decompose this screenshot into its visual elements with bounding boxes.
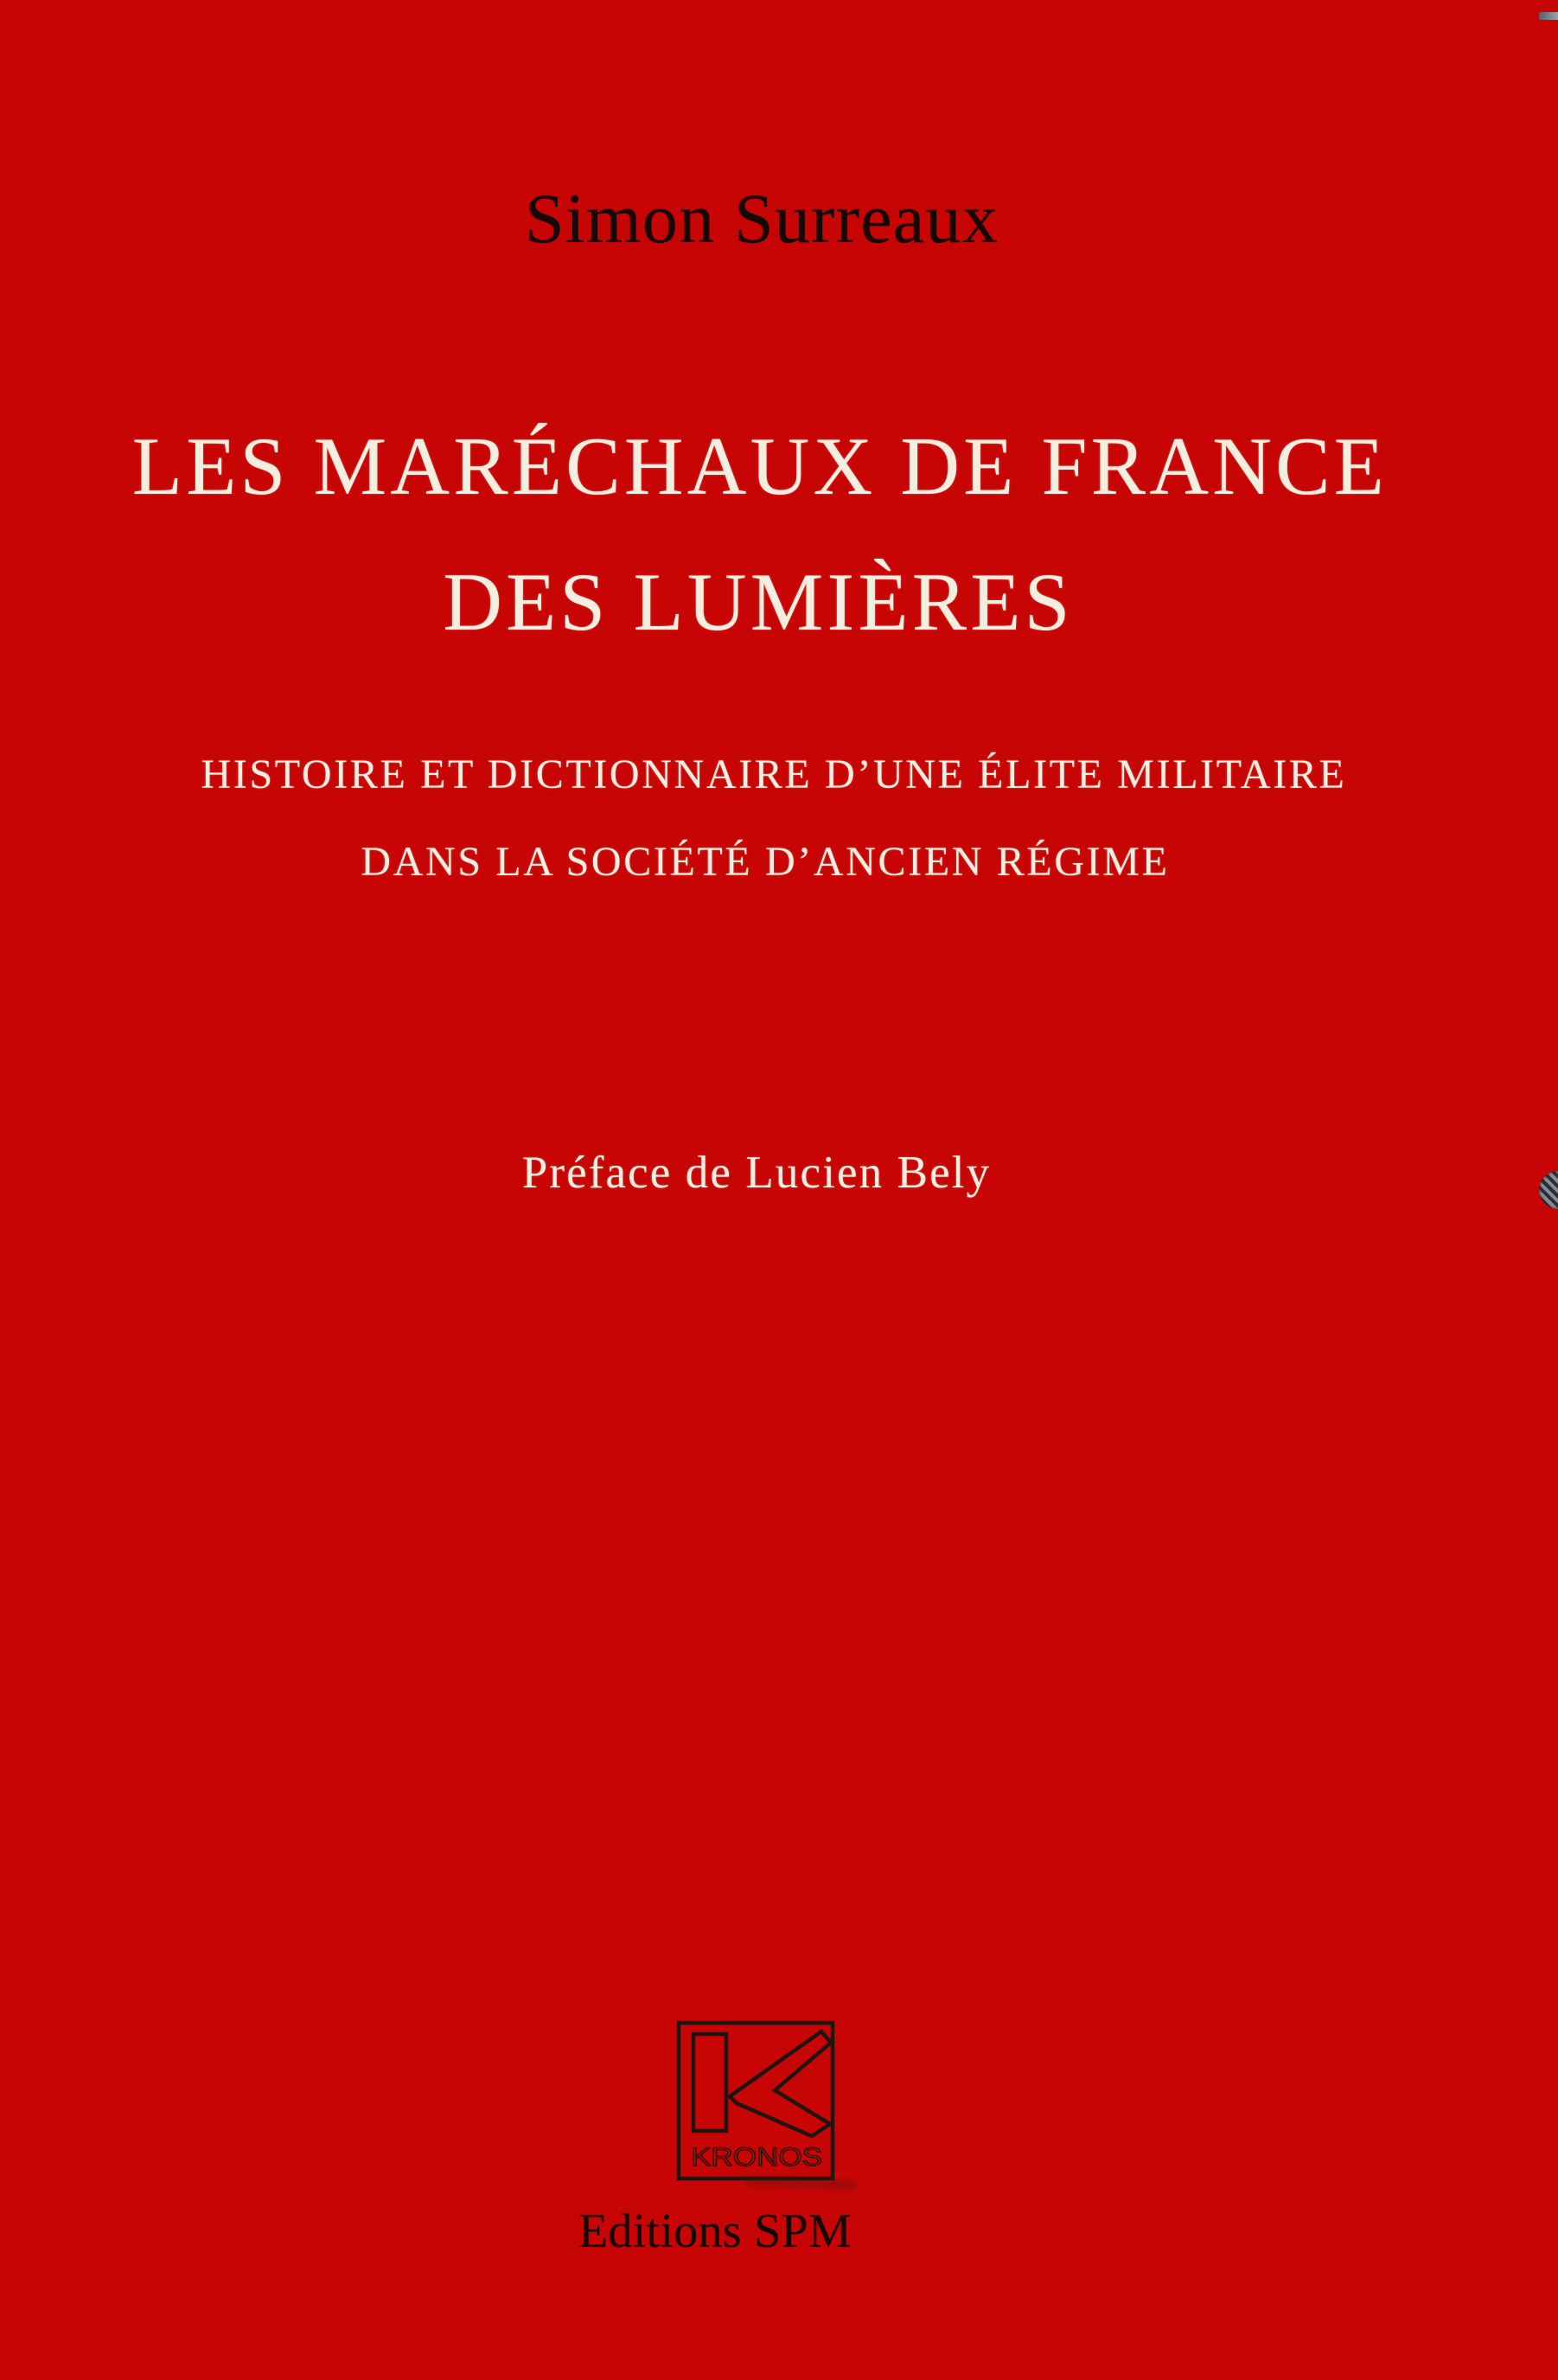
preface-credit: Préface de Lucien Bely	[521, 1148, 992, 1198]
subtitle-line-2: DANS LA SOCIÉTÉ D’ANCIEN RÉGIME	[361, 839, 1170, 885]
k-glyph-arms	[730, 2031, 831, 2136]
kronos-logo-icon	[676, 2020, 836, 2185]
author-name: Simon Surreaux	[525, 179, 999, 258]
page-edge-dash	[1539, 12, 1558, 20]
publisher-imprint: Editions SPM	[578, 2204, 852, 2258]
title-line-2: DES LUMIÈRES	[443, 556, 1074, 648]
title-line-1: LES MARÉCHAUX DE FRANCE	[131, 420, 1389, 512]
subtitle-line-1: HISTOIRE ET DICTIONNAIRE D’UNE ÉLITE MILITAIRE	[201, 752, 1347, 797]
logo-wordmark: KRONOS	[691, 2143, 822, 2172]
logo-shadow	[745, 2178, 856, 2189]
k-glyph-stem	[693, 2034, 726, 2131]
page-edge-artifact	[1539, 1171, 1558, 1209]
